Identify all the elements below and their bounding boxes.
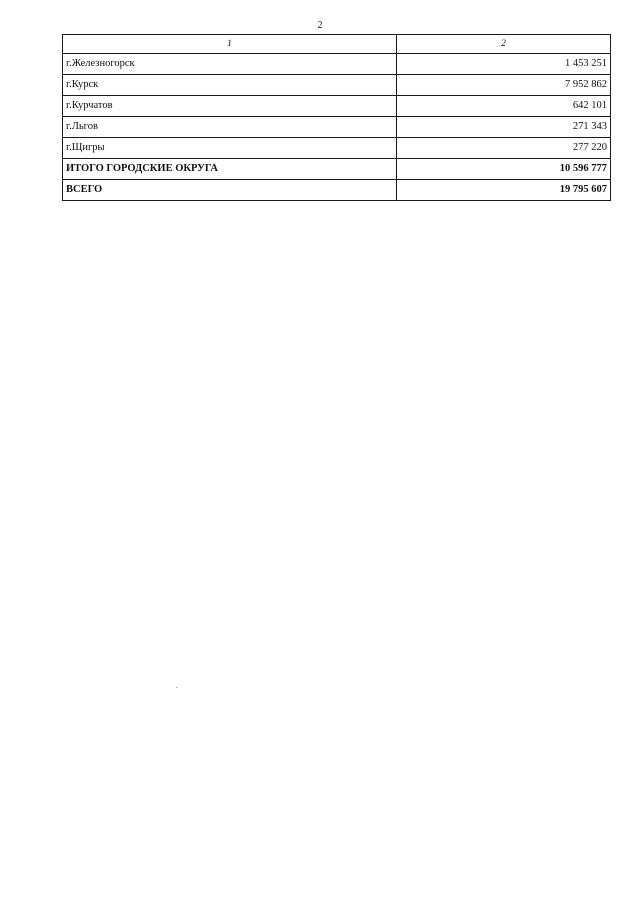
row-name-cell: г.Курск bbox=[63, 75, 397, 96]
subtotal-value: 10 596 777 bbox=[397, 159, 611, 180]
scan-speck bbox=[176, 687, 177, 688]
table-row bbox=[63, 54, 611, 75]
page-number: 2 bbox=[317, 20, 323, 31]
row-name-cell: г.Железногорск bbox=[63, 54, 397, 75]
row-name-cell: г.Льгов bbox=[63, 117, 397, 138]
row-value-cell: 277 220 bbox=[397, 138, 611, 159]
total-row bbox=[63, 180, 611, 201]
total-label: ВСЕГО bbox=[63, 180, 397, 201]
subtotal-row bbox=[63, 159, 611, 180]
row-value-cell: 642 101 bbox=[397, 96, 611, 117]
table-header-row bbox=[63, 35, 611, 54]
row-name-cell: г.Курчатов bbox=[63, 96, 397, 117]
row-value-cell: 7 952 862 bbox=[397, 75, 611, 96]
subtotal-label: ИТОГО ГОРОДСКИЕ ОКРУГА bbox=[63, 159, 397, 180]
row-value-cell: 1 453 251 bbox=[397, 54, 611, 75]
data-table bbox=[62, 34, 611, 201]
table-row bbox=[63, 138, 611, 159]
table-row bbox=[63, 117, 611, 138]
table-row bbox=[63, 96, 611, 117]
table-row bbox=[63, 75, 611, 96]
row-name-cell: г.Щигры bbox=[63, 138, 397, 159]
column-header-1: 1 bbox=[63, 35, 397, 54]
column-header-2: 2 bbox=[397, 35, 611, 54]
total-value: 19 795 607 bbox=[397, 180, 611, 201]
row-value-cell: 271 343 bbox=[397, 117, 611, 138]
